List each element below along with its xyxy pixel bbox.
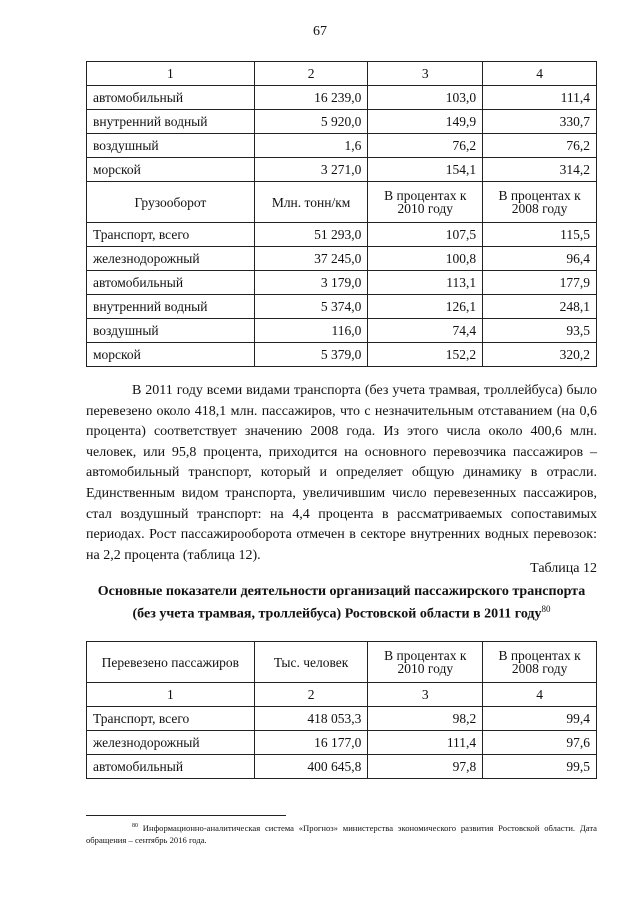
table-row <box>87 223 597 247</box>
cell-value: 93,5 <box>483 319 597 343</box>
table-title <box>86 583 597 623</box>
table-title-text: Основные показатели деятельности организаций пассажирского транспорта (без учета трамвая, троллейбуса) Ростовской области в 2011 году <box>97 584 586 622</box>
column-number: 1 <box>87 62 255 86</box>
cell-value: 96,4 <box>483 247 597 271</box>
column-number-row <box>87 62 597 86</box>
cell-value: 51 293,0 <box>254 223 368 247</box>
cell-value: 98,2 <box>368 707 483 731</box>
freight-header-label: Грузооборот <box>87 182 255 223</box>
table-row <box>87 247 597 271</box>
cell-value: 111,4 <box>483 86 597 110</box>
cell-value: 76,2 <box>483 134 597 158</box>
cell-value: 1,6 <box>254 134 368 158</box>
table-row <box>87 731 597 755</box>
cell-value: 5 374,0 <box>254 295 368 319</box>
cell-value: 99,5 <box>483 755 597 779</box>
row-label: автомобильный <box>87 86 255 110</box>
cell-value: 149,9 <box>368 110 483 134</box>
cell-value: 100,8 <box>368 247 483 271</box>
column-number: 2 <box>254 683 368 707</box>
percent-2010-header: В процентах к 2010 году <box>368 642 483 683</box>
footnote-marker: 80 <box>132 823 138 829</box>
passengers-header: Перевезено пассажиров <box>87 642 255 683</box>
table-row <box>87 86 597 110</box>
freight-header-row <box>87 182 597 223</box>
unit-header: Млн. тонн/км <box>254 182 368 223</box>
row-label: внутренний водный <box>87 295 255 319</box>
percent-2008-header: В процентах к 2008 году <box>483 642 597 683</box>
table-number: Таблица 12 <box>530 561 597 576</box>
column-number: 3 <box>368 683 483 707</box>
cell-value: 177,9 <box>483 271 597 295</box>
percent-2010-header: В процентах к 2010 году <box>368 182 483 223</box>
footnote-divider <box>86 815 286 816</box>
cell-value: 248,1 <box>483 295 597 319</box>
cell-value: 320,2 <box>483 343 597 367</box>
row-label: железнодорожный <box>87 247 255 271</box>
row-label: морской <box>87 343 255 367</box>
column-number: 3 <box>368 62 483 86</box>
cell-value: 418 053,3 <box>254 707 368 731</box>
table-row <box>87 343 597 367</box>
table-row <box>87 271 597 295</box>
cell-value: 97,6 <box>483 731 597 755</box>
footnote <box>86 820 597 846</box>
cell-value: 5 920,0 <box>254 110 368 134</box>
cell-value: 152,2 <box>368 343 483 367</box>
row-label: воздушный <box>87 319 255 343</box>
table-row <box>87 755 597 779</box>
table-row <box>87 295 597 319</box>
cell-value: 103,0 <box>368 86 483 110</box>
column-number: 4 <box>483 683 597 707</box>
footnote-ref: 80 <box>541 603 551 614</box>
cell-value: 107,5 <box>368 223 483 247</box>
table-row <box>87 319 597 343</box>
cell-value: 3 271,0 <box>254 158 368 182</box>
page-number: 67 <box>313 24 327 39</box>
cell-value: 115,5 <box>483 223 597 247</box>
cell-value: 116,0 <box>254 319 368 343</box>
body-paragraph: В 2011 году всеми видами транспорта (без учета трамвая, троллейбуса) было перевезено около 418,1 млн. пассажиров, что с незначительным отставанием (на 0,6 процента) соответствует значению 2008 года. Из этого числа около 400,6 млн. человек, или 95,8 процента, приходится на основного перевозчика пассажиров – автомобильный транспорт, который и определяет общую динамику в отрасли. Единственным видом транспорта, увеличившим число перевезенных пассажиров, стал воздушный транспорт: на 4,4 процента в рассматриваемых сопоставимых периодах. Рост пассажирооборота отмечен в секторе внутренних водных перевозок: на 2,2 процента (таблица 12). <box>86 383 597 563</box>
cell-value: 37 245,0 <box>254 247 368 271</box>
row-label: автомобильный <box>87 755 255 779</box>
table-row <box>87 134 597 158</box>
cell-value: 16 239,0 <box>254 86 368 110</box>
cell-value: 76,2 <box>368 134 483 158</box>
cell-value: 99,4 <box>483 707 597 731</box>
cell-value: 154,1 <box>368 158 483 182</box>
row-label: автомобильный <box>87 271 255 295</box>
row-label: Транспорт, всего <box>87 223 255 247</box>
header-row <box>87 642 597 683</box>
cell-value: 97,8 <box>368 755 483 779</box>
passenger-table <box>86 641 597 779</box>
cell-value: 111,4 <box>368 731 483 755</box>
cell-value: 113,1 <box>368 271 483 295</box>
column-number-row <box>87 683 597 707</box>
row-label: Транспорт, всего <box>87 707 255 731</box>
footnote-text: Информационно-аналитическая система «Прогноз» министерства экономического развития Ростовской области. Дата обращения – сентябрь 2016 года. <box>86 822 597 845</box>
table-row <box>87 158 597 182</box>
column-number: 2 <box>254 62 368 86</box>
cell-value: 330,7 <box>483 110 597 134</box>
row-label: морской <box>87 158 255 182</box>
unit-header: Тыс. человек <box>254 642 368 683</box>
table-row <box>87 110 597 134</box>
cell-value: 5 379,0 <box>254 343 368 367</box>
percent-2008-header: В процентах к 2008 году <box>483 182 597 223</box>
cell-value: 74,4 <box>368 319 483 343</box>
cell-value: 400 645,8 <box>254 755 368 779</box>
cell-value: 314,2 <box>483 158 597 182</box>
column-number: 1 <box>87 683 255 707</box>
cell-value: 126,1 <box>368 295 483 319</box>
cell-value: 3 179,0 <box>254 271 368 295</box>
cell-value: 16 177,0 <box>254 731 368 755</box>
table-row <box>87 707 597 731</box>
row-label: внутренний водный <box>87 110 255 134</box>
column-number: 4 <box>483 62 597 86</box>
row-label: железнодорожный <box>87 731 255 755</box>
freight-table <box>86 61 597 367</box>
row-label: воздушный <box>87 134 255 158</box>
